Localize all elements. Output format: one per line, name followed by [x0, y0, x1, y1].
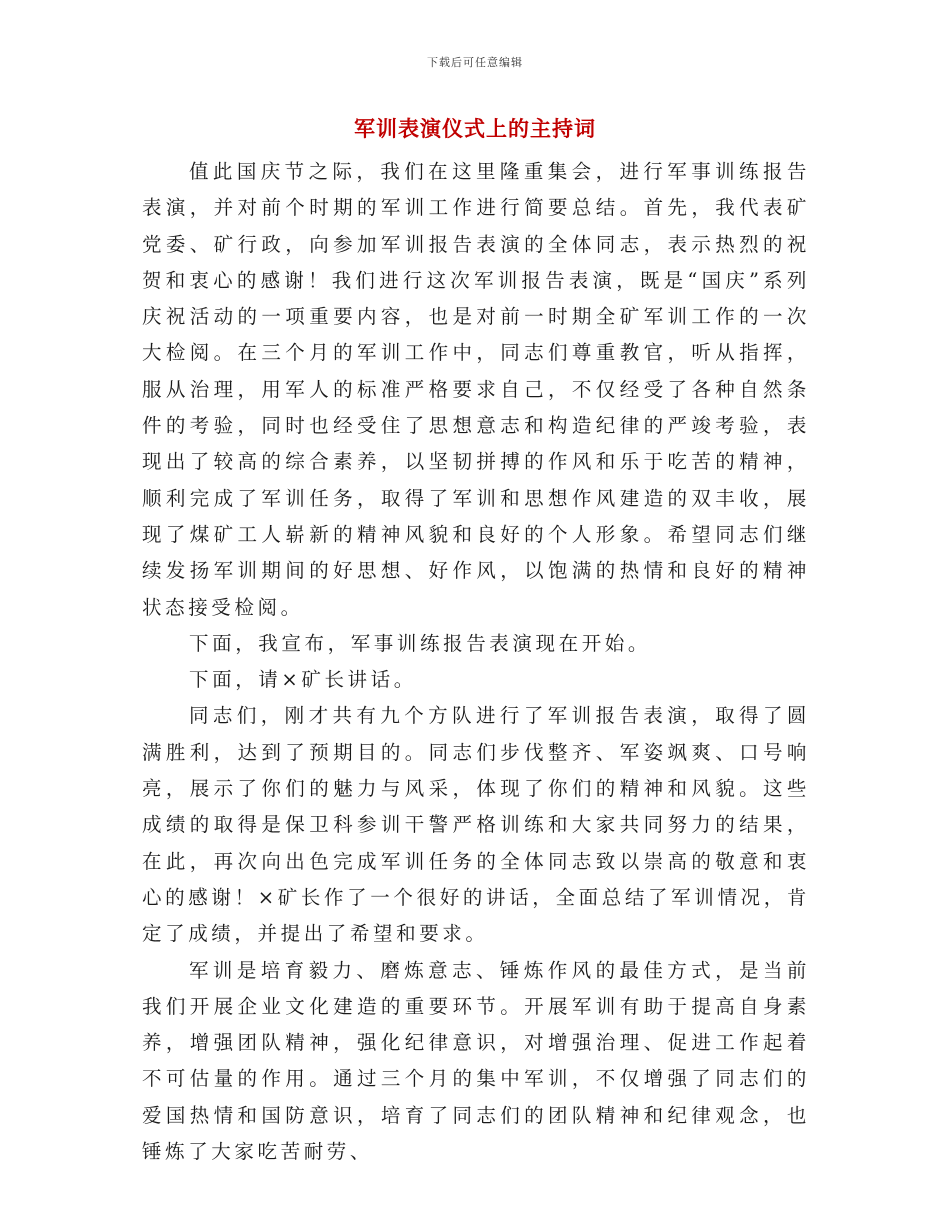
document-title: 军训表演仪式上的主持词 — [354, 116, 596, 141]
paragraph-speech-invite: 下面，请×矿长讲话。 — [189, 668, 417, 692]
header-note: 下载后可任意编辑 — [427, 56, 523, 69]
paragraph-summary: 同志们，刚才共有九个方队进行了军训报告表演，取得了圆满胜利，达到了预期目的。同志们步伐整齐、军姿飒爽、口号响亮，展示了你们的魅力与风采，体现了你们的精神和风貌。这些成绩的取得是保卫科参训干警严格训练和大家共同努力的结果，在此，再次向出色完成军训任务的全体同志致以崇高的敬意和衷心的感谢！×矿长作了一个很好的讲话，全面总结了军训情况，肯定了成绩，并提出了希望和要求。 — [142, 704, 810, 946]
paragraph-opening: 值此国庆节之际，我们在这里隆重集会，进行军事训练报告表演，并对前个时期的军训工作进行简要总结。首先，我代表矿党委、矿行政，向参加军训报告表演的全体同志，表示热烈的祝贺和衷心的感谢！我们进行这次军训报告表演，既是“国庆”系列庆祝活动的一项重要内容，也是对前一时期全矿军训工作的一次大检阅。在三个月的军训工作中，同志们尊重教官，听从指挥，服从治理，用军人的标准严格要求自己，不仅经受了各种自然条件的考验，同时也经受住了思想意志和构造纪律的严竣考验，表现出了较高的综合素养，以坚韧拼搏的作风和乐于吃苦的精神，顺利完成了军训任务，取得了军训和思想作风建造的双丰收，展现了煤矿工人崭新的精神风貌和良好的个人形象。希望同志们继续发扬军训期间的好思想、好作风，以饱满的热情和良好的精神状态接受检阅。 — [142, 160, 810, 619]
document-body — [142, 154, 810, 1170]
paragraph-significance: 军训是培育毅力、磨炼意志、锤炼作风的最佳方式，是当前我们开展企业文化建造的重要环节。开展军训有助于提高自身素养，增强团队精神，强化纪律意识，对增强治理、促进工作起着不可估量的作用。通过三个月的集中军训，不仅增强了同志们的爱国热情和国防意识，培育了同志们的团队精神和纪律观念，也锤炼了大家吃苦耐劳、 — [142, 958, 810, 1164]
paragraph-announcement: 下面，我宣布，军事训练报告表演现在开始。 — [189, 631, 652, 655]
